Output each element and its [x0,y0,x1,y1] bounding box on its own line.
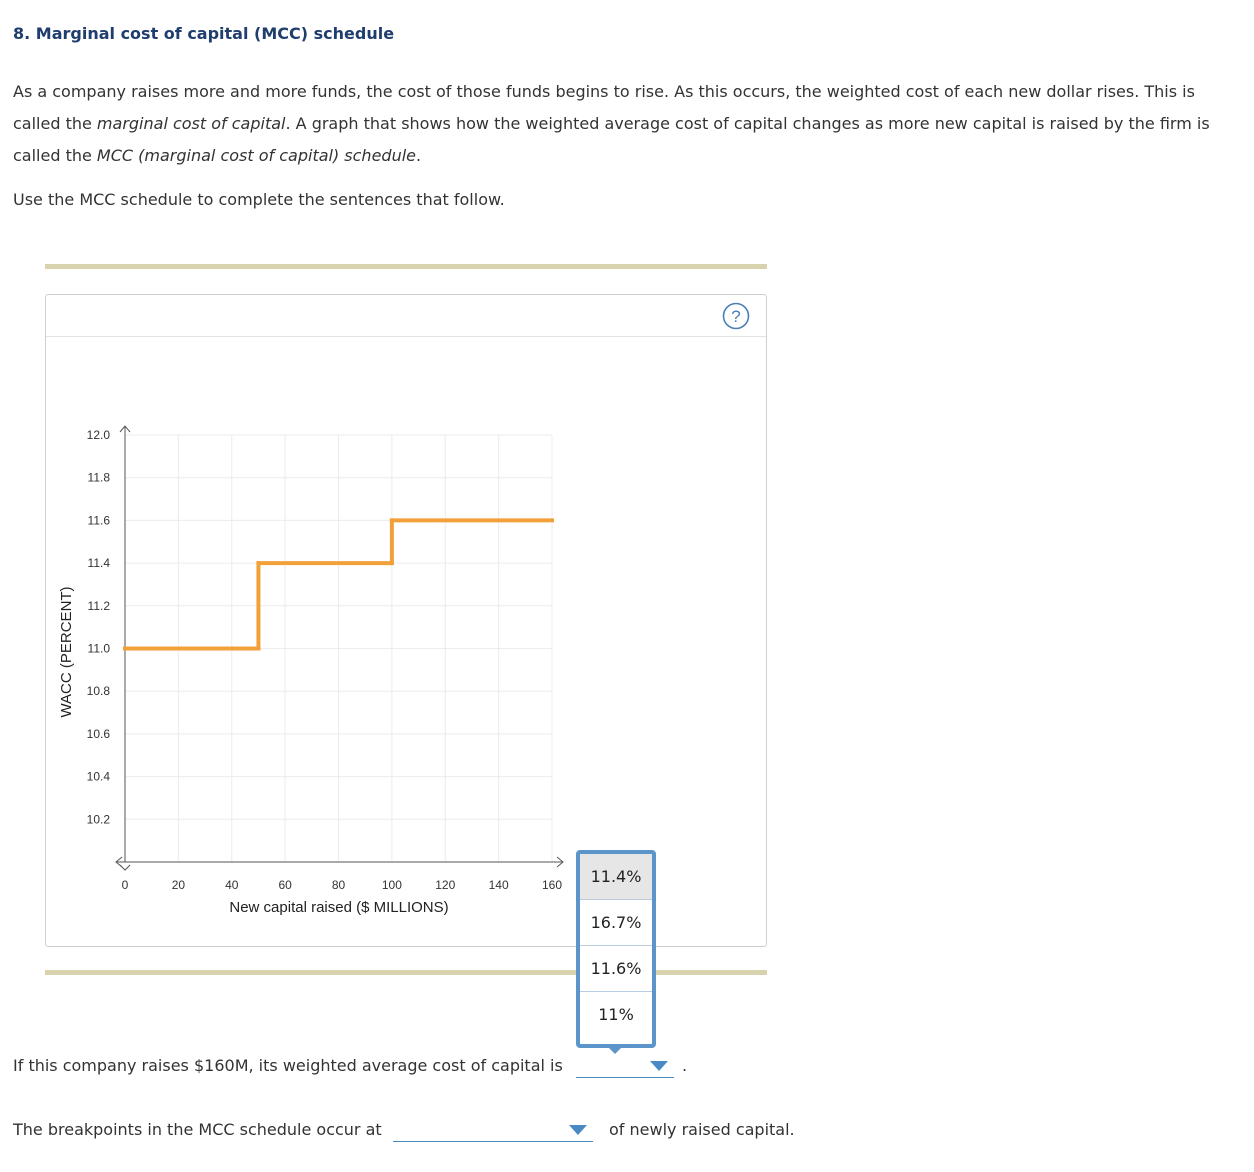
x-axis-label: New capital raised ($ MILLIONS) [229,899,449,916]
option-11[interactable]: 11% [598,1005,634,1024]
wacc-select[interactable] [576,1055,674,1078]
x-tick-label: 160 [541,878,563,892]
option-16-7[interactable]: 16.7% [580,900,652,946]
question-title: 8. Marginal cost of capital (MCC) schedule [13,24,395,43]
y-tick-label: 11.8 [87,470,110,485]
y-tick-label: 11.6 [87,513,110,528]
y-tick-label: 10.2 [86,812,110,827]
intro-text-2: . A graph that shows how the weighted average cost of capital changes as more new capital is raised by the firm is called the [13,114,1210,165]
chevron-down-icon [650,1061,668,1071]
bottom-divider [45,970,767,975]
y-tick-label: 10.8 [86,684,110,699]
y-tick-label: 12.0 [86,428,110,442]
option-11-4[interactable]: 11.4% [580,854,652,900]
svg-text:?: ? [731,307,741,326]
y-tick-label: 11.0 [87,641,110,656]
intro-text-1: As a company raises more and more funds, the cost of those funds begins to rise. As this occurs, the weighted cost of each new dollar rises. This is called the [13,82,1195,133]
intro-term-mcc: marginal cost of capital [96,114,286,133]
chevron-down-icon [569,1125,587,1135]
x-tick-labels [122,878,563,892]
options-list-pointer [605,1044,625,1054]
x-tick-label: 40 [225,878,239,892]
intro-text-3: . [416,146,422,165]
intro-term-schedule: MCC (marginal cost of capital) schedule [96,146,416,165]
y-axis-label: WACC (PERCENT) [58,586,75,718]
y-tick-label: 11.4 [87,556,110,571]
x-tick-label: 60 [278,878,292,892]
instruction-text: Use the MCC schedule to complete the sentences that follow. [13,190,505,209]
option-11-6[interactable]: 11.6% [580,946,652,992]
x-tick-label: 140 [488,878,509,892]
y-tick-label: 11.2 [87,598,110,613]
x-tick-label: 0 [121,878,129,892]
x-tick-label: 20 [171,878,186,892]
breakpoints-select[interactable] [393,1119,593,1142]
sentence-period: . [682,1056,688,1075]
y-axis-down-arrow [120,865,130,870]
sentence-wacc-160m: If this company raises $160M, its weighted average cost of capital is [13,1056,563,1075]
sentence-suffix: of newly raised capital. [609,1120,795,1139]
y-tick-label: 10.6 [86,726,110,741]
x-tick-label: 80 [331,878,346,892]
y-tick-label: 10.4 [86,769,110,784]
y-tick-labels [87,428,111,826]
wacc-options-list[interactable] [576,850,656,1048]
x-tick-label: 100 [381,878,402,892]
sentence-breakpoints: The breakpoints in the MCC schedule occur at [13,1120,382,1139]
x-tick-label: 120 [435,878,456,892]
